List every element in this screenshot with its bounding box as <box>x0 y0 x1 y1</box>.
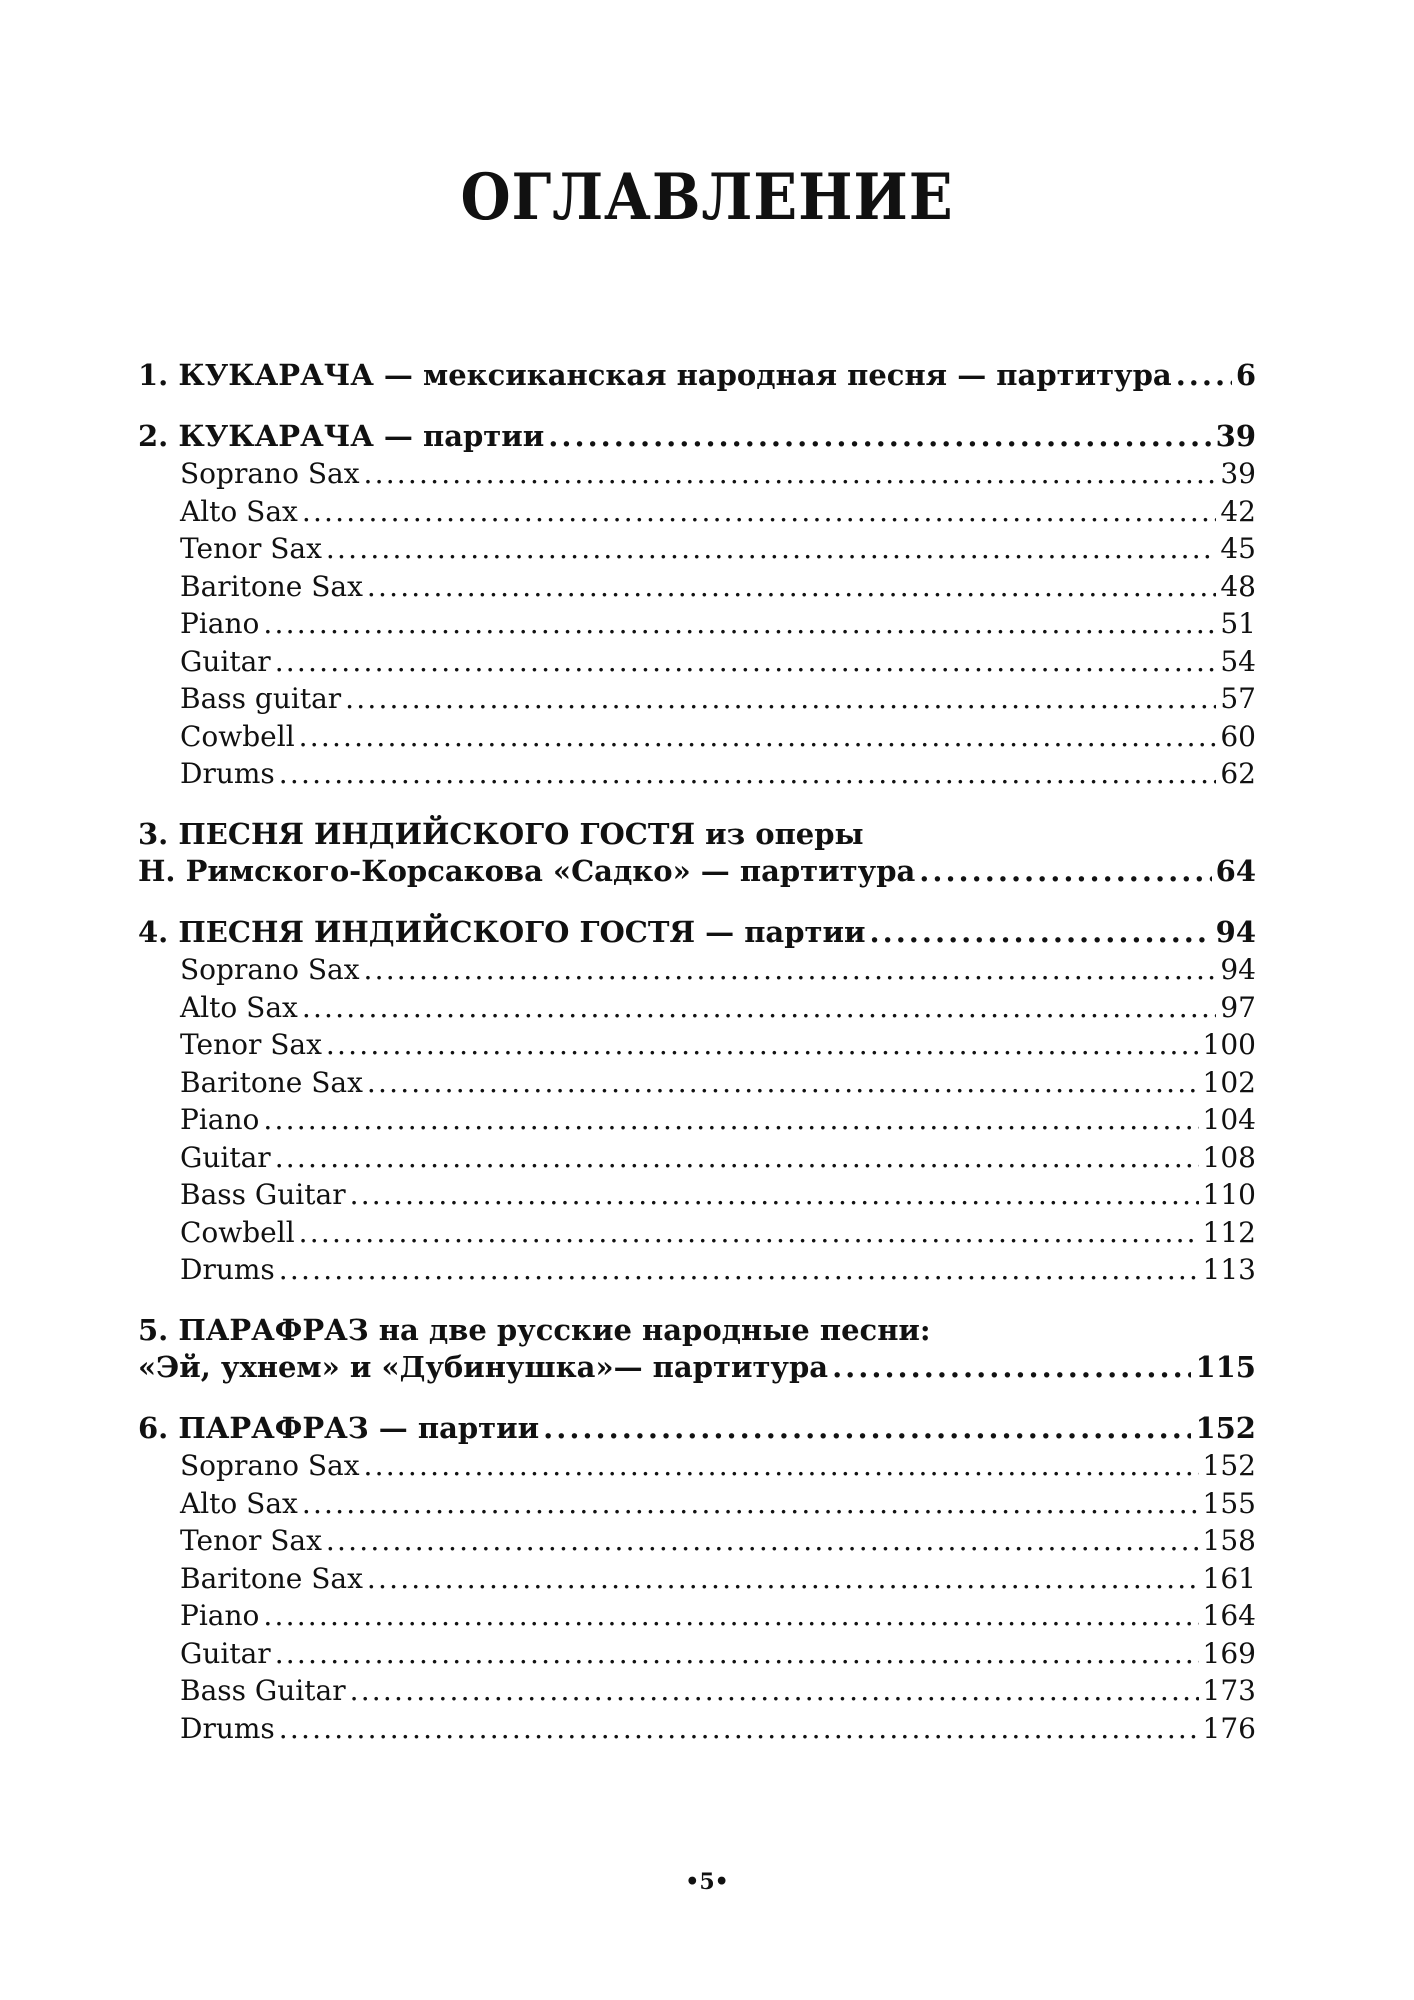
toc-entry[interactable] <box>138 1176 1256 1214</box>
toc-entry[interactable] <box>138 1026 1256 1064</box>
toc-section <box>138 1312 1256 1387</box>
toc-entry[interactable] <box>138 1635 1256 1673</box>
dot-leader <box>302 1485 1199 1523</box>
toc-page-number: 115 <box>1195 1350 1256 1384</box>
toc-entry[interactable] <box>138 455 1256 493</box>
toc-heading-line[interactable] <box>138 853 1256 891</box>
dot-leader <box>326 1522 1199 1560</box>
toc-entry-label: Tenor Sax <box>180 532 322 565</box>
toc-page-number: 94 <box>1220 953 1256 986</box>
toc-entry[interactable] <box>138 1597 1256 1635</box>
toc-section <box>138 914 1256 1289</box>
dot-leader <box>350 1176 1199 1214</box>
toc-page-number: 64 <box>1215 854 1256 888</box>
toc-heading-text: Н. Римского-Корсакова «Садко» — партитура <box>138 854 916 888</box>
toc-entry-label: Baritone Sax <box>180 1561 363 1595</box>
toc-heading-text: 4. ПЕСНЯ ИНДИЙСКОГО ГОСТЯ — партии <box>138 914 866 949</box>
toc-page-number: 94 <box>1215 914 1256 949</box>
toc-entry-label: Piano <box>180 1599 260 1632</box>
toc-entry[interactable] <box>138 1560 1256 1598</box>
dot-leader <box>299 718 1217 756</box>
toc-heading-line[interactable] <box>138 418 1256 456</box>
dot-leader <box>364 455 1217 493</box>
toc-section <box>138 418 1256 793</box>
toc-heading-line[interactable] <box>138 816 1256 854</box>
toc-entry-label: Bass Guitar <box>180 1178 346 1211</box>
toc-entry[interactable] <box>138 718 1256 756</box>
toc-heading-text: 3. ПЕСНЯ ИНДИЙСКОГО ГОСТЯ из оперы <box>138 816 864 851</box>
page-number-footer: •5• <box>685 1869 729 1895</box>
toc-entry[interactable] <box>138 1214 1256 1252</box>
toc-entry[interactable] <box>138 1710 1256 1748</box>
toc-section <box>138 357 1256 395</box>
dot-leader <box>543 1410 1191 1448</box>
toc-page-number: 152 <box>1195 1410 1256 1445</box>
toc-entry-label: Baritone Sax <box>180 569 363 603</box>
toc-page-number: 39 <box>1215 418 1256 453</box>
toc-page-number: 104 <box>1202 1103 1256 1136</box>
toc-page-number: 169 <box>1202 1636 1256 1670</box>
toc-section <box>138 1410 1256 1748</box>
toc-page-number: 62 <box>1220 757 1256 790</box>
toc-entry-label: Baritone Sax <box>180 1065 363 1099</box>
toc-page-number: 45 <box>1220 532 1256 565</box>
dot-leader <box>345 680 1216 718</box>
toc-heading-text: 5. ПАРАФРАЗ на две русские народные песни: <box>138 1312 931 1347</box>
dot-leader <box>367 1064 1199 1102</box>
dot-leader <box>919 853 1211 891</box>
dot-leader <box>548 418 1211 456</box>
toc-page-number: 60 <box>1220 719 1256 753</box>
dot-leader <box>279 1251 1199 1289</box>
toc-entry[interactable] <box>138 605 1256 643</box>
toc-entry[interactable] <box>138 755 1256 793</box>
toc-page-number: 158 <box>1202 1524 1256 1557</box>
toc-page-number: 173 <box>1202 1674 1256 1707</box>
dot-leader <box>350 1672 1199 1710</box>
toc-entry-label: Soprano Sax <box>180 953 360 986</box>
toc-section <box>138 816 1256 891</box>
toc-entry-label: Tenor Sax <box>180 1524 322 1557</box>
toc-heading-text: «Эй, ухнем» и «Дубинушка»— партитура <box>138 1350 829 1384</box>
toc-entry-label: Soprano Sax <box>180 457 360 490</box>
toc-page-number: 42 <box>1220 494 1256 528</box>
toc-entry[interactable] <box>138 1101 1256 1139</box>
toc-page-number: 112 <box>1202 1215 1256 1249</box>
toc-entry-label: Guitar <box>180 1636 271 1670</box>
toc-entry[interactable] <box>138 989 1256 1027</box>
toc-entry-label: Drums <box>180 757 275 790</box>
toc-page-number: 54 <box>1220 644 1256 678</box>
page-title: ОГЛАВЛЕНИЕ <box>460 160 954 235</box>
toc-heading-line[interactable] <box>138 914 1256 952</box>
toc-entry[interactable] <box>138 951 1256 989</box>
toc-page-number: 6 <box>1235 358 1256 392</box>
toc-page-number: 97 <box>1220 990 1256 1024</box>
toc-entry[interactable] <box>138 1522 1256 1560</box>
toc-entry-label: Drums <box>180 1253 275 1286</box>
dot-leader <box>326 1026 1199 1064</box>
toc-entry[interactable] <box>138 1139 1256 1177</box>
dot-leader <box>870 914 1212 952</box>
dot-leader <box>275 1635 1199 1673</box>
toc-entry-label: Cowbell <box>180 1215 295 1249</box>
toc-entry-label: Bass Guitar <box>180 1674 346 1707</box>
toc-entry-label: Alto Sax <box>180 1486 298 1520</box>
toc-entry[interactable] <box>138 1251 1256 1289</box>
table-of-contents <box>138 357 1256 1747</box>
toc-entry[interactable] <box>138 643 1256 681</box>
toc-entry[interactable] <box>138 1447 1256 1485</box>
toc-entry-label: Piano <box>180 607 260 640</box>
toc-page-number: 39 <box>1220 457 1256 490</box>
toc-entry[interactable] <box>138 1485 1256 1523</box>
toc-entry-label: Drums <box>180 1711 275 1745</box>
toc-heading-line[interactable] <box>138 1349 1256 1387</box>
toc-entry-label: Soprano Sax <box>180 1449 360 1482</box>
dot-leader <box>367 568 1216 606</box>
toc-page-number: 152 <box>1202 1449 1256 1482</box>
dot-leader <box>299 1214 1199 1252</box>
toc-entry-label: Alto Sax <box>180 494 298 528</box>
dot-leader <box>302 989 1217 1027</box>
toc-entry[interactable] <box>138 1064 1256 1102</box>
dot-leader <box>832 1349 1191 1387</box>
toc-heading-line[interactable] <box>138 1312 1256 1350</box>
toc-entry-label: Alto Sax <box>180 990 298 1024</box>
dot-leader <box>275 1139 1199 1177</box>
toc-entry[interactable] <box>138 1672 1256 1710</box>
toc-heading-text: 2. КУКАРАЧА — партии <box>138 418 545 453</box>
toc-page-number: 110 <box>1202 1178 1256 1211</box>
toc-page-number: 161 <box>1202 1561 1256 1595</box>
toc-heading-text: 1. КУКАРАЧА — мексиканская народная песня — партитура <box>138 358 1172 392</box>
toc-page-number: 176 <box>1202 1711 1256 1745</box>
dot-leader <box>367 1560 1199 1598</box>
toc-entry[interactable] <box>138 493 1256 531</box>
dot-leader <box>364 951 1217 989</box>
toc-entry[interactable] <box>138 530 1256 568</box>
toc-heading-line[interactable] <box>138 1410 1256 1448</box>
dot-leader <box>302 493 1217 531</box>
toc-entry-label: Bass guitar <box>180 682 342 715</box>
toc-entry-label: Cowbell <box>180 719 295 753</box>
dot-leader <box>1176 357 1232 395</box>
dot-leader <box>279 1710 1199 1748</box>
toc-page-number: 108 <box>1202 1140 1256 1174</box>
toc-page-number: 51 <box>1220 607 1256 640</box>
dot-leader <box>326 530 1216 568</box>
toc-page-number: 48 <box>1220 569 1256 603</box>
dot-leader <box>263 1597 1198 1635</box>
toc-heading-text: 6. ПАРАФРАЗ — партии <box>138 1410 540 1445</box>
toc-entry-label: Guitar <box>180 644 271 678</box>
toc-page-number: 57 <box>1220 682 1256 715</box>
dot-leader <box>275 643 1217 681</box>
toc-entry-label: Piano <box>180 1103 260 1136</box>
dot-leader <box>263 1101 1198 1139</box>
toc-page-number: 113 <box>1202 1253 1256 1286</box>
toc-page-number: 155 <box>1202 1486 1256 1520</box>
toc-entry[interactable] <box>138 680 1256 718</box>
toc-page-number: 164 <box>1202 1599 1256 1632</box>
toc-page-number: 100 <box>1202 1028 1256 1061</box>
toc-page-number: 102 <box>1202 1065 1256 1099</box>
dot-leader <box>279 755 1217 793</box>
toc-entry-label: Tenor Sax <box>180 1028 322 1061</box>
toc-entry[interactable] <box>138 568 1256 606</box>
toc-heading-line[interactable] <box>138 357 1256 395</box>
dot-leader <box>263 605 1216 643</box>
toc-entry-label: Guitar <box>180 1140 271 1174</box>
dot-leader <box>364 1447 1199 1485</box>
